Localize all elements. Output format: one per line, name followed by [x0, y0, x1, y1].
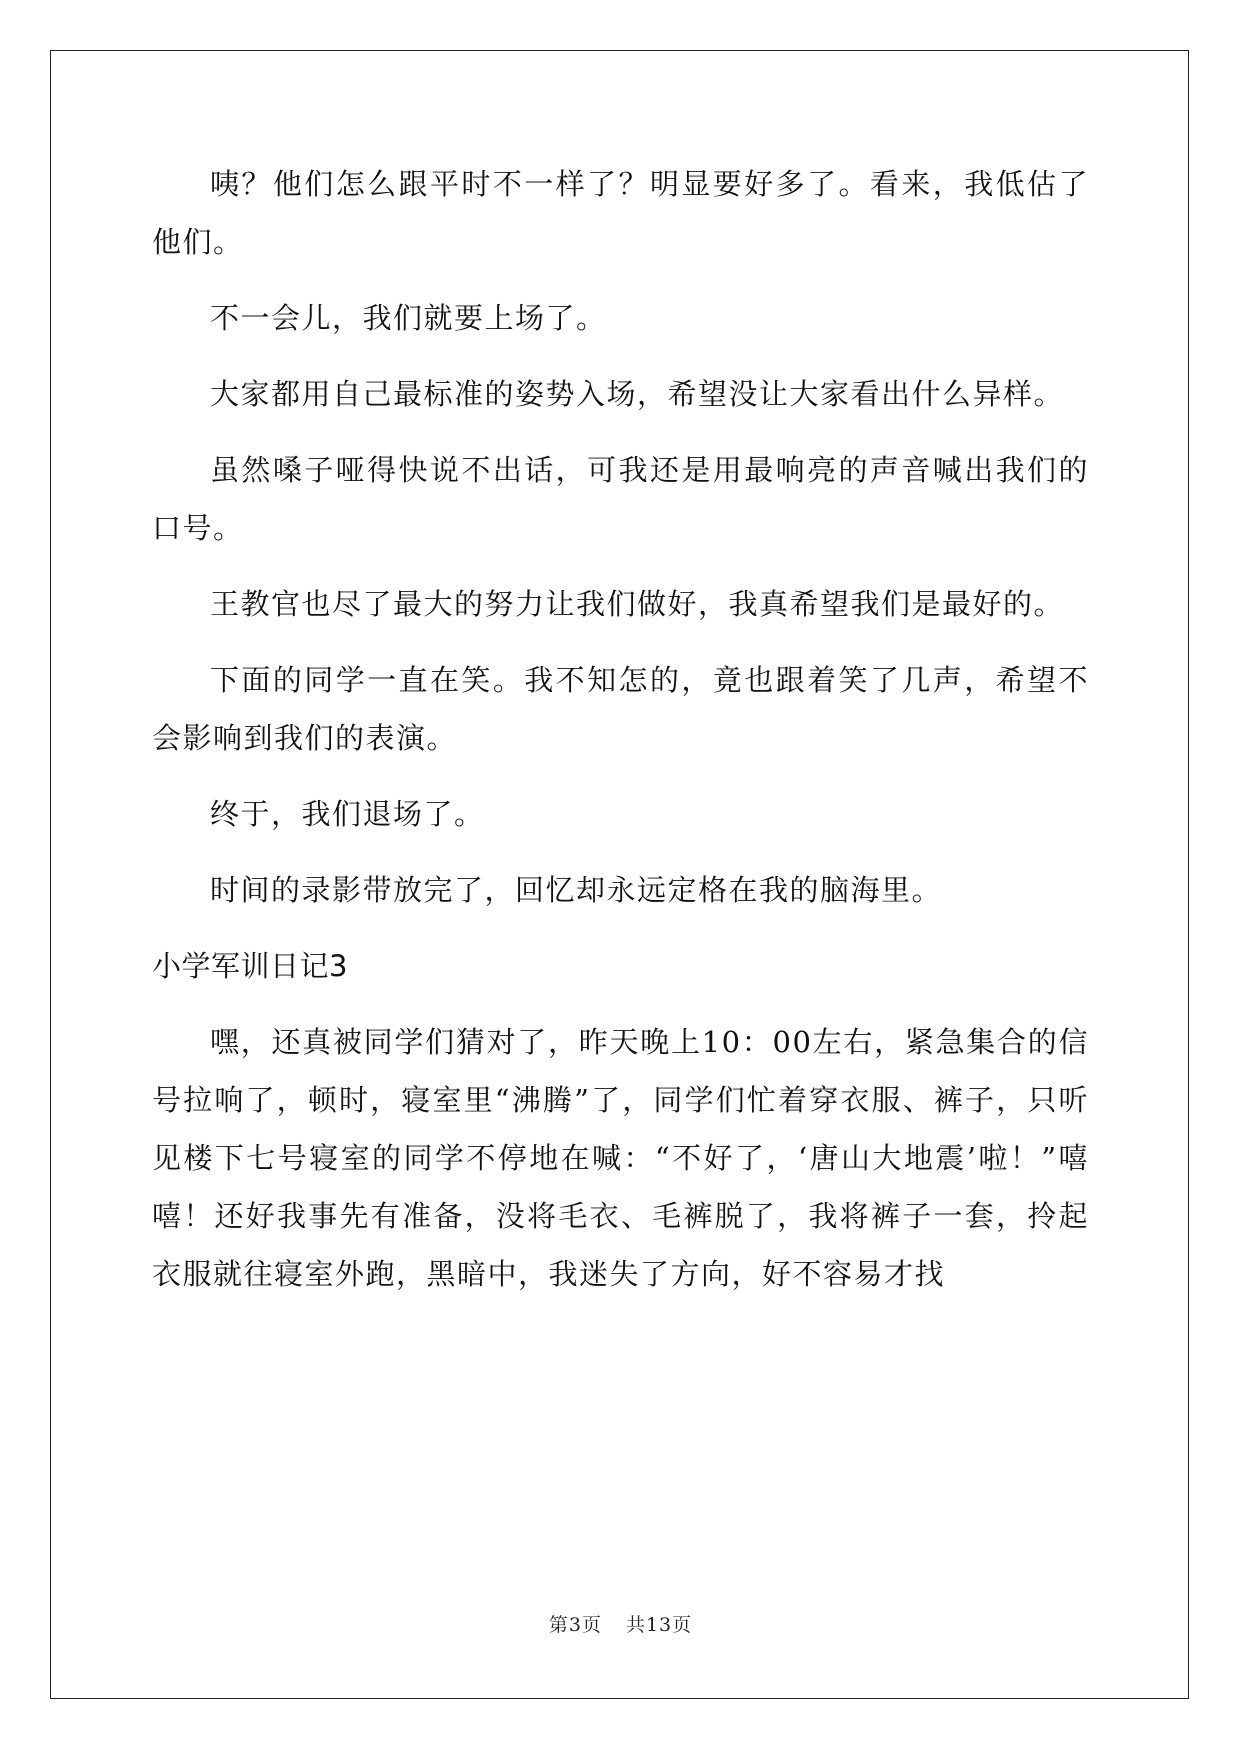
paragraph: 时间的录影带放完了，回忆却永远定格在我的脑海里。	[210, 873, 943, 907]
paragraph: 嘿，还真被同学们猜对了，昨天晚上10：00左右，紧急集合的信号拉响了，顿时，寝室里“沸腾”了，同学们忙着穿衣服、裤子，只听见楼下七号寝室的同学不停地在喊：“不好了，‘唐山大地震’啦！”嘻嘻！还好我事先有准备，没将毛衣、毛裤脱了，我将裤子一套，拎起衣服就往寝室外跑，黑暗中，我迷失了方向，好不容易才找	[152, 1025, 1089, 1291]
paragraph: 不一会儿，我们就要上场了。	[210, 301, 607, 335]
page-number: 第3页	[548, 1614, 602, 1636]
section-title: 小学军训日记3	[152, 949, 348, 983]
document-body	[152, 155, 1089, 1321]
paragraph: 王教官也尽了最大的努力让我们做好，我真希望我们是最好的。	[210, 587, 1065, 621]
paragraph: 虽然嗓子哑得快说不出话，可我还是用最响亮的声音喊出我们的口号。	[152, 453, 1089, 545]
paragraph: 大家都用自己最标准的姿势入场，希望没让大家看出什么异样。	[210, 377, 1065, 411]
page-footer	[0, 1610, 1241, 1637]
page-total: 共13页	[625, 1614, 693, 1636]
paragraph: 终于，我们退场了。	[210, 797, 485, 831]
paragraph: 咦？他们怎么跟平时不一样了？明显要好多了。看来，我低估了他们。	[152, 167, 1089, 259]
paragraph: 下面的同学一直在笑。我不知怎的，竟也跟着笑了几声，希望不会影响到我们的表演。	[152, 663, 1089, 755]
